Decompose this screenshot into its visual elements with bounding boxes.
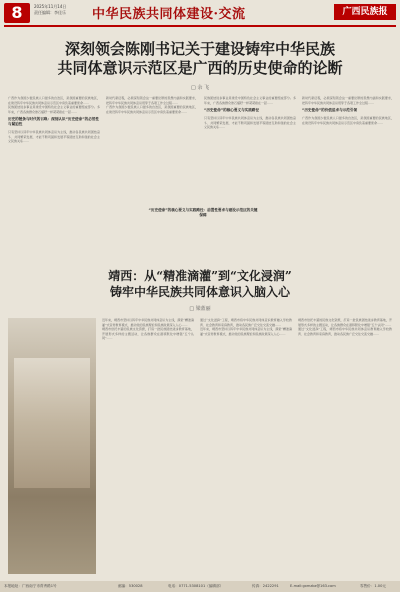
article1-paragraph: 新时代新征程，必须深刻领会这一重要论断的思想内涵和实践要求，把铸牢中华民族共同体意识贯穿于各项工作全过程……: [106, 96, 198, 105]
page-number: 8: [4, 3, 30, 23]
header-meta: [34, 4, 66, 16]
article1-pullquote: “历史使命”的核心要义与实践路径：前置性要求与建设示范区的关键保障: [148, 208, 258, 217]
article1-byline: □ 余 飞: [191, 85, 209, 91]
article1-column-1: [8, 96, 100, 269]
editor-line: 责任编辑：李佳乐: [34, 10, 66, 15]
article2-byline: □ 梁蓝丽: [189, 306, 211, 312]
article1-subhead: 历史的链条与时代的召唤：深刻认识“历史使命”的必然性与紧迫性: [8, 117, 99, 127]
article1-paragraph: 广西作为我国少数民族人口最多的自治区，是我国重要的民族地区，在建设铸牢中华民族共同体意识示范区中肩负着重要使命……: [106, 105, 198, 114]
article2-paragraph: 靖西市依托丰富的民族文化资源，打造一批民族团结进步教育基地，开展形式多样的主题活动，让各族群众在潜移默化中增强“五个认同”……: [102, 327, 194, 341]
page-header: [0, 0, 400, 28]
article2-column-3: [298, 318, 392, 574]
footer-price: 零售价：1.00元: [360, 584, 386, 588]
footer-email: E-mail:gxmzbz@163.com: [290, 584, 336, 588]
article1-title-line2: 共同体意识示范区是广西的历史使命的论断: [57, 59, 343, 77]
article2-column-2: [200, 318, 292, 574]
date-line: 2025年11月14日: [34, 4, 67, 9]
article2-column-1: [102, 318, 194, 574]
article2-photo: [8, 318, 96, 574]
article1-column-3: [204, 96, 296, 269]
footer-address: 本报地址：广西南宁市青秀路1号: [4, 584, 57, 588]
page-footer: [0, 581, 400, 592]
article1-paragraph: 广西作为我国少数民族人口最多的自治区，是我国重要的民族地区，在建设铸牢中华民族共同体意识示范区中肩负着重要使命……: [302, 115, 394, 125]
article1-subhead: “历史使命”的价值追求与示范引领: [302, 108, 358, 113]
article2-title-line2: 铸牢中华民族共同体意识入脑入心: [109, 285, 290, 299]
article1-column-4: [302, 96, 394, 269]
article2-paragraph: 近年来，靖西市坚持以铸牢中华民族共同体意识为主线，探索“精准滴灌”式宣传教育模式，推动党的民族理论和民族政策深入人心……: [200, 327, 292, 336]
photo-detail: [14, 358, 90, 488]
article1-paragraph: 广西作为我国少数民族人口最多的自治区，是我国重要的民族地区，在建设铸牢中华民族共同体意识示范区中肩负着重要使命……: [8, 96, 100, 105]
paper-name-badge: 广西民族报: [334, 4, 396, 20]
header-rule: [4, 25, 396, 27]
article2-paragraph: 近年来，靖西市坚持以铸牢中华民族共同体意识为主线，探索“精准滴灌”式宣传教育模式，推动党的民族理论和民族政策深入人心……: [102, 318, 194, 327]
footer-postcode: 邮编：530028: [118, 584, 143, 588]
article1-paragraph: 民族团结进步事业是建设中国特色社会主义事业的重要组成部分。多年来，广西各族群众像石榴籽一样紧紧抱在一起……: [8, 105, 100, 114]
article1-paragraph: 民族团结进步事业是建设中国特色社会主义事业的重要组成部分。多年来，广西各族群众像石榴籽一样紧紧抱在一起……: [204, 96, 296, 105]
article1-paragraph: 只有坚持以铸牢中华民族共同体意识为主线，推动各民族共同团结奋斗、共同繁荣发展，才能不断巩固和发展平等团结互助和谐的社会主义民族关系……: [204, 115, 296, 130]
article2-paragraph: 靖西市依托丰富的民族文化资源，打造一批民族团结进步教育基地，开展形式多样的主题活动，让各族群众在潜移默化中增强“五个认同”……: [298, 318, 392, 327]
article2-paragraph: 通过“文化浸润”工程，靖西市将中华民族共同体意识教育融入学校教育、社会教育和家庭教育，推动各民族广泛交往交流交融……: [200, 318, 292, 327]
article1-paragraph: 新时代新征程，必须深刻领会这一重要论断的思想内涵和实践要求，把铸牢中华民族共同体意识贯穿于各项工作全过程……: [302, 96, 394, 105]
article1-subhead: “历史使命”的核心要义与实践路径: [204, 108, 260, 113]
footer-fax: 传真：2422291: [252, 584, 279, 588]
section-title: 中华民族共同体建设·交流: [92, 7, 246, 22]
article2-paragraph: 通过“文化浸润”工程，靖西市将中华民族共同体意识教育融入学校教育、社会教育和家庭教育，推动各民族广泛交往交流交融……: [298, 327, 392, 336]
article1-title-line1: 深刻领会陈刚书记关于建设铸牢中华民族: [64, 40, 335, 58]
article1-paragraph: 只有坚持以铸牢中华民族共同体意识为主线，推动各民族共同团结奋斗、共同繁荣发展，才能不断巩固和发展平等团结互助和谐的社会主义民族关系……: [8, 129, 100, 144]
article1-body: [8, 96, 394, 269]
footer-phone: 电话：0771-5308101（编辑部）: [168, 584, 224, 588]
article2-title-line1: 靖西：从“精准滴灌”到“文化浸润”: [108, 269, 292, 283]
article1-column-2: [106, 96, 198, 269]
